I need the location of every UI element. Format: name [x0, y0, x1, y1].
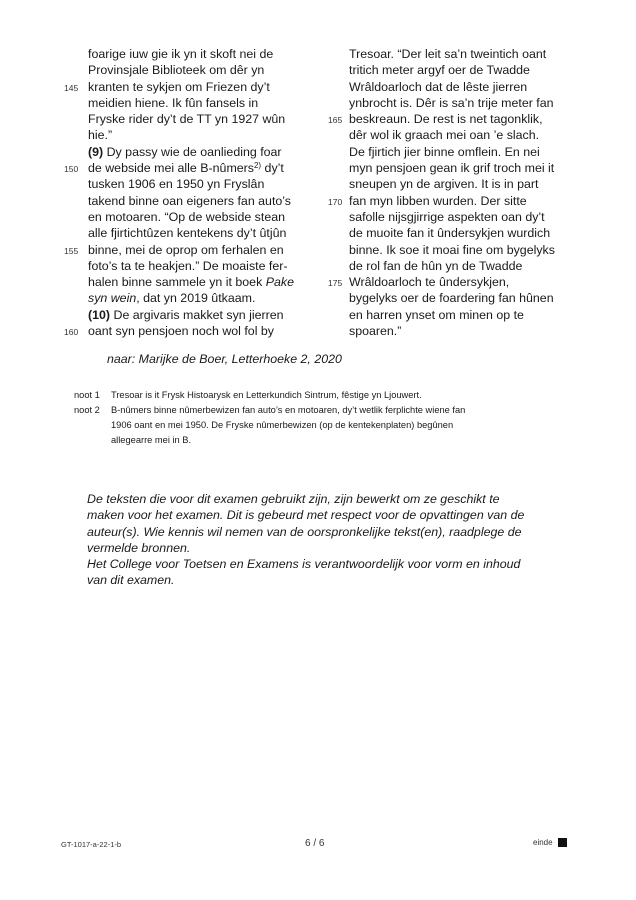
- text-run: de muoite fan it ûndersykjen wurdich: [349, 226, 551, 241]
- footer-exam-code: GT-1017-a-22-1-b: [61, 840, 122, 849]
- disclaimer-line: Het College voor Toetsen en Examens is verantwoordelijk voor vorm en inhoud: [87, 557, 521, 572]
- text-run: alle fjirtichtûzen kentekens dy’t ûtjûn: [88, 226, 287, 241]
- disclaimer-line: maken voor het examen. Dit is gebeurd met respect voor de opvattingen van de: [87, 508, 525, 523]
- text-run: Pake: [265, 275, 294, 290]
- line-number: 155: [64, 245, 79, 256]
- text-run: , dat yn 2019 ûtkaam.: [136, 291, 256, 306]
- text-line: [349, 176, 583, 192]
- footnote-text: 1906 oant en mei 1950. De Fryske nûmerbewizen (op de kentekenplaten) begûnen: [111, 420, 454, 430]
- text-run: bygelyks oer de foardering fan hûnen: [349, 291, 554, 306]
- right-text-column: [328, 46, 583, 339]
- text-line: [349, 95, 583, 111]
- text-line: [349, 225, 583, 241]
- text-line: [349, 144, 583, 160]
- text-run: halen binne sammele yn it boek: [88, 275, 266, 290]
- text-line: [349, 290, 583, 306]
- text-run: fan myn libben wurden. Der sitte: [349, 193, 527, 208]
- text-line: [349, 323, 583, 339]
- text-line: [349, 258, 583, 274]
- text-line: [88, 176, 314, 192]
- paragraph-number: (10): [88, 307, 111, 322]
- text-run: Provinsjale Biblioteek om dêr yn: [88, 63, 265, 78]
- text-run: foto’s ta te heakjen.” De moaiste fer-: [88, 258, 288, 273]
- footnote-label: noot 1: [74, 390, 100, 400]
- text-line: [88, 258, 314, 274]
- text-line: [349, 46, 583, 62]
- footnote-label: noot 2: [74, 405, 100, 415]
- text-line: [349, 209, 583, 225]
- text-line: [88, 209, 314, 225]
- footnote-text: allegearre mei in B.: [111, 435, 192, 445]
- text-line: [88, 274, 314, 290]
- end-square-icon: [558, 838, 567, 847]
- disclaimer-line: van dit examen.: [87, 573, 175, 588]
- text-run: en harren ynset om minen op te: [349, 307, 524, 322]
- line-number: 145: [64, 82, 79, 93]
- text-line: [328, 193, 583, 209]
- text-line: [88, 290, 314, 306]
- text-run: tritich meter argyf oer de Twadde: [349, 63, 530, 78]
- paragraph-number: (9): [88, 144, 104, 159]
- text-line: [328, 274, 583, 290]
- text-run: en motoaren. “Op de webside stean: [88, 209, 285, 224]
- text-run: beskreaun. De rest is net tagonklik,: [349, 112, 543, 127]
- text-line: [64, 323, 314, 339]
- text-run: myn pensjoen gean ik grif troch mei it: [349, 161, 555, 176]
- text-run: Fryske rider dy’t de TT yn 1927 wûn: [88, 112, 286, 127]
- left-text-column: [64, 46, 314, 339]
- text-run: binne. Ik soe it moai fine om bygelyks: [349, 242, 555, 257]
- text-line: [349, 79, 583, 95]
- text-run: Tresoar. “Der leit sa’n tweintich oant: [349, 47, 547, 61]
- line-number: 165: [328, 115, 343, 126]
- text-run: ynbrocht is. Dêr is sa’n trije meter fan: [349, 95, 554, 110]
- text-run: De argivaris makket syn jierren: [110, 307, 284, 322]
- source-citation: naar: Marijke de Boer, Letterhoeke 2, 2020: [107, 352, 342, 366]
- text-run: Dy passy wie de oanlieding foar: [103, 144, 282, 159]
- text-line: [88, 193, 314, 209]
- text-run: Wrâldoarloch te ûndersykjen,: [349, 275, 510, 290]
- text-line: [88, 95, 314, 111]
- footnote-line: [74, 418, 574, 433]
- text-run: syn wein: [88, 291, 137, 306]
- text-run: de rol fan de hûn yn de Twadde: [349, 258, 523, 273]
- text-run: Wrâldoarloch dat de lêste jierren: [349, 79, 528, 94]
- text-line: [88, 62, 314, 78]
- end-label: einde: [533, 838, 553, 847]
- disclaimer-line: auteur(s). Wie kennis wil nemen van de oorspronkelijke tekst(en), raadplege de: [87, 524, 522, 539]
- footnote-text: B-nûmers binne nûmerbewizen fan auto’s en motoaren, dy’t wetlik ferplichte wiene fan: [111, 405, 466, 415]
- text-line: [88, 307, 314, 323]
- footer-end-marker: [533, 838, 567, 847]
- text-line: [88, 225, 314, 241]
- text-line: [64, 79, 314, 95]
- text-run: foarige iuw gie ik yn it skoft nei de: [88, 47, 274, 61]
- text-line: [88, 127, 314, 143]
- line-number: 170: [328, 196, 343, 207]
- exam-disclaimer: [87, 491, 557, 589]
- footnote-line: [74, 388, 574, 403]
- disclaimer-line: vermelde bronnen.: [87, 540, 191, 555]
- line-number: 160: [64, 327, 79, 338]
- text-line: [88, 46, 314, 62]
- text-line: [64, 242, 314, 258]
- text-run: dy’t: [261, 161, 284, 176]
- text-run: safolle nijsgjirrige aspekten oan dy’t: [349, 209, 545, 224]
- text-run: sneupen yn de argiven. It is in part: [349, 177, 539, 192]
- text-run: hie.”: [88, 128, 113, 143]
- text-run: dêr wol ik graach mei oan ’e slach.: [349, 128, 540, 143]
- text-line: [349, 62, 583, 78]
- text-run: De fjirtich jier binne omflein. En nei: [349, 144, 540, 159]
- text-run: oant syn pensjoen noch wol fol by: [88, 324, 274, 339]
- text-run: binne, mei de oprop om ferhalen en: [88, 242, 284, 257]
- footnotes: [74, 388, 574, 448]
- footnote-line: [74, 433, 574, 448]
- text-line: [349, 160, 583, 176]
- text-run: de webside mei alle B-nûmers: [88, 161, 254, 176]
- text-run: takend binne oan eigeners fan auto’s: [88, 193, 291, 208]
- text-line: [349, 127, 583, 143]
- text-run: tusken 1906 en 1950 yn Fryslân: [88, 177, 265, 192]
- footnote-ref: 2): [253, 161, 262, 171]
- text-line: [64, 160, 314, 176]
- footnote-line: [74, 403, 574, 418]
- text-run: kranten te sykjen om Friezen dy’t: [88, 79, 270, 94]
- text-run: meidien hiene. Ik fûn fansels in: [88, 95, 259, 110]
- text-line: [88, 144, 314, 160]
- text-run: spoaren.”: [349, 324, 402, 339]
- footnote-text: Tresoar is it Frysk Histoarysk en Letterkundich Sintrum, fêstige yn Ljouwert.: [111, 390, 422, 400]
- text-line: [349, 307, 583, 323]
- disclaimer-line: De teksten die voor dit examen gebruikt zijn, zijn bewerkt om ze geschikt te: [87, 492, 500, 506]
- line-number: 175: [328, 278, 343, 289]
- text-line: [328, 111, 583, 127]
- line-number: 150: [64, 164, 79, 175]
- footer-page-number: 6 / 6: [305, 838, 325, 849]
- text-line: [349, 242, 583, 258]
- text-line: [88, 111, 314, 127]
